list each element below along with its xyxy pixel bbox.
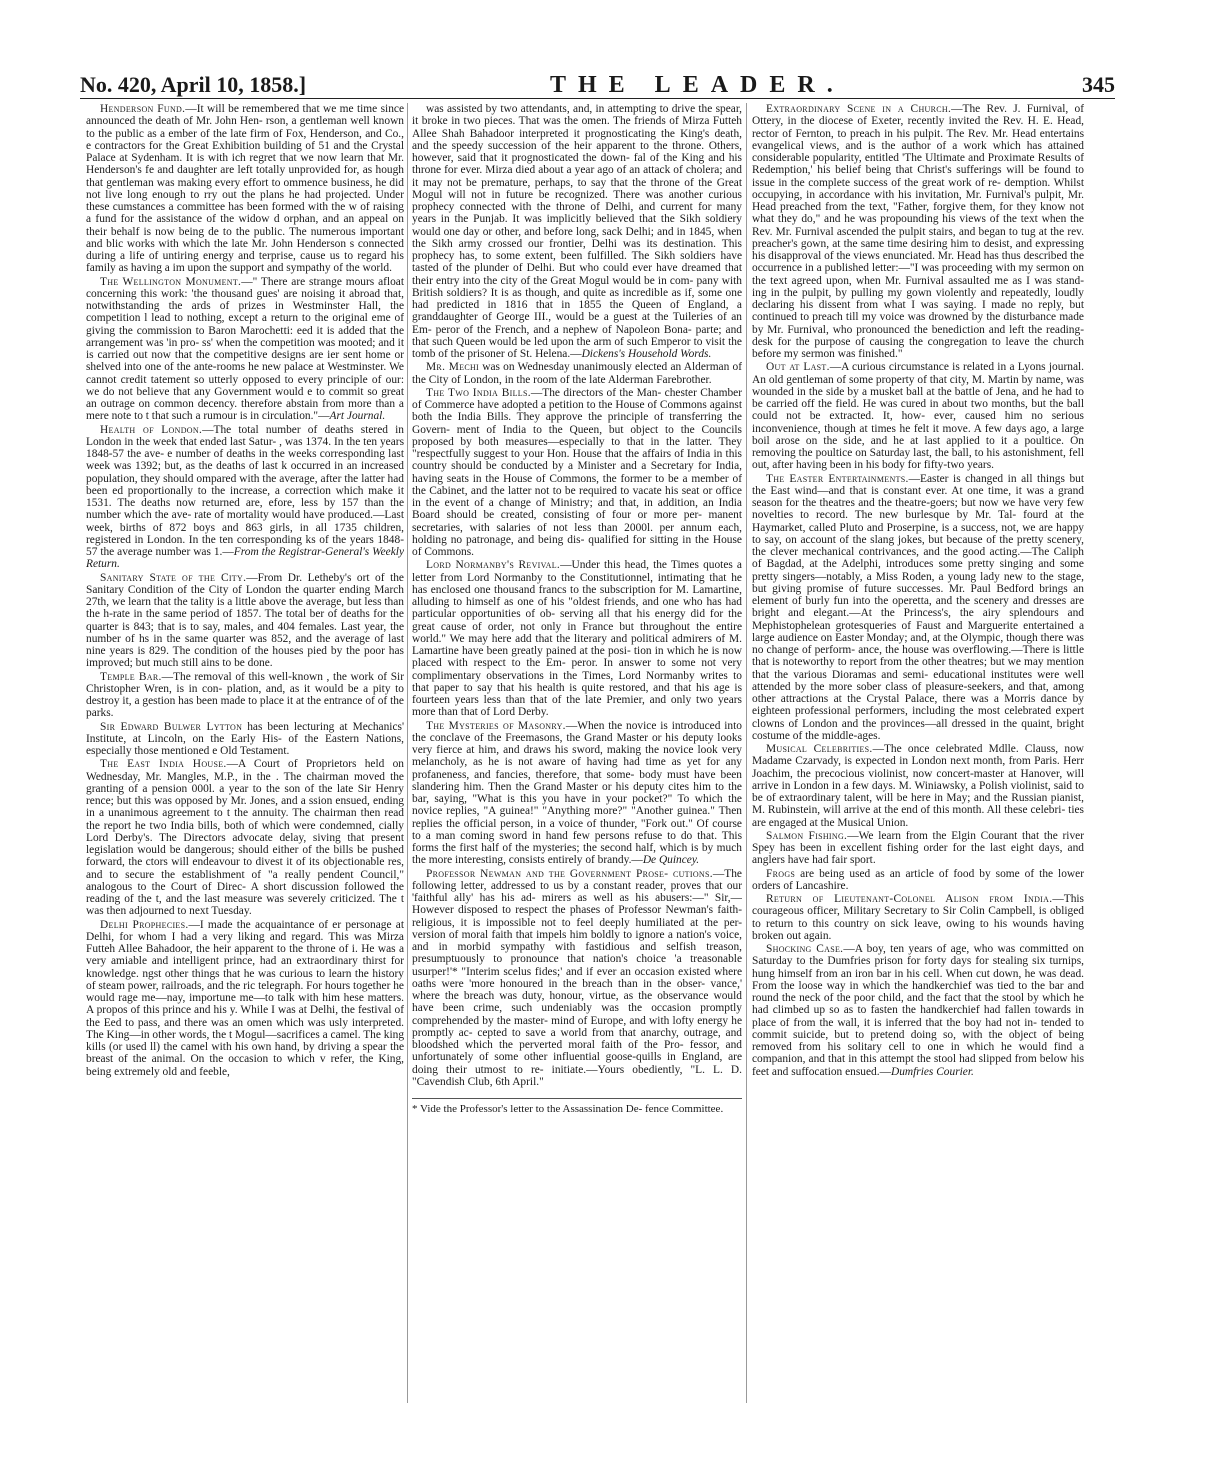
column-1 [86, 103, 404, 1403]
article-heading: Sir Edward Bulwer Lytton [100, 720, 243, 733]
article-text: —The Rev. J. Furnival, of Ottery, in the diocese of Exeter, recently invited the Rev. H. E. Head, rector of Fernton, to preach in his pulpit. The Rev. Mr. Head entertains evangelical views, and is the author of a work which has attained considerable popularity, entitled 'The Ultimate and Proximate Results of Redemption,' his belief being that Christ's sufferings will be found to issue in the complete success of the great work of re- demption. Whilst occupying, in accordance with his invitation, Mr. Furnival's pulpit, Mr. Head preached from the text, "Father, forgive them, for they know not what they do," and he was propounding his views of the text when the Rev. Mr. Furnival ascended the pulpit stairs, and began to tug at the rev. preacher's gown, at the same time desiring him to desist, and expressing his disapproval of the views enunciated. Mr. Head has thus described the occurrence in a published letter:—"I was proceeding with my sermon on the text agreed upon, when Mr. Furnival assaulted me as I was stand- ing in the pulpit, by pulling my gown violently and repeatedly, loudly declaring his dissent from what I was saying. I made no reply, but continued to preach till my voice was drowned by the disturbance made by Mr. Furnival, who pronounced the benediction and left the reading-desk for the purpose of causing the congregation to leave the church before my sermon was finished." [752, 103, 1084, 360]
article-heading: The Easter Entertainments. [766, 472, 909, 485]
column-2 [412, 103, 742, 1403]
issue-line: No. 420, April 10, 1858.] [80, 72, 307, 97]
article-heading: The East India House. [100, 758, 227, 771]
article-paragraph [86, 758, 404, 917]
footnote: * Vide the Professor's letter to the Assassination De- fence Committee. [412, 1098, 742, 1115]
article-paragraph [412, 720, 742, 867]
article-paragraph [86, 721, 404, 758]
article-text: —It will be remembered that we me time since announced the death of Mr. John Hen- rson, a gentleman well known to the public as a ember of the late firm of Fox, Henderson, and Co., e contractors for the Great Exhibition building of 51 and the Crystal Palace at Sydenham. It is with ich regret that we now learn that Mr. Henderson's fe and daughter are left totally unprovided for, as hough that gentleman was making every effort to ommence business, he did not live long enough to rry out the plans he had projected. Under these cumstances a committee has been formed with the w of raising a fund for the assistance of the widow d orphan, and an appeal on their behalf is now being de to the public. The numerous important and blic works with which the late Mr. John Henderson s connected during a life of untiring energy and terprise, cause us to regard his family as having a im upon the support and sympathy of the world. [86, 103, 404, 275]
article-paragraph [752, 473, 1084, 743]
article-source: De Quincey. [642, 854, 700, 867]
article-source: Dickens's Household Words. [581, 348, 712, 360]
column-rule [407, 103, 408, 1403]
article-text: —I made the acquaintance of er personage at Delhi, for whom I had a very liking and regard. This was Mirza Futteh Allee Bahadoor, the heir apparent to the throne of i. He was a very amiable and intelligent prince, had an extraordinary thirst for knowledge. ngst other things that he was curious to learn the history of steam power, railroads, and the ric telegraph. For hours together he would rage me—nay, importune me—to talk with him hese matters. A propos of this prince and his y. While I was at Delhi, the festival of the Eed to pass, and there was an omen which was usly interpreted. The King—in other words, the t Mogul—sacrifices a camel. The king kills (or used ll) the camel with his own hand, by driving a spear the breast of the animal. On the occasion to which v refer, the King, being extremely old and feeble, [86, 918, 404, 1078]
article-text: —Easter is changed in all things but the East wind—and that is constant ever. At one time, it was a grand season for the theatres and the theatre-goers; but now we have very few novelties to record. The new burlesque by Mr. Tal- fourd at the Haymarket, called Pluto and Proserpine, is a success, not, we are happy to say, on account of the slang jokes, but because of the pretty scenery, the clever mechanical contrivances, and the good acting.—The Caliph of Bagdad, at the Adelphi, introduces some pretty singing and some pretty singers—notably, a Miss Roden, a young lady new to the stage, but giving promise of future successes. Mr. Paul Bedford brings an element of burly fun into the operetta, and the scenery and dresses are bright and elegant.—At the Princess's, the airy splendours and Mephistophelean grotesqueries of Faust and Marguerite entertained a large audience on Easter Monday; and, at the Olympic, though there was no change of perform- ance, the house was overflowing.—There is little that is noteworthy to report from the other theatres; but we may mention that the various Dioramas and semi- educational institutes were well attended by the more sober class of pleasure-seekers, and that, among other attractions at the Crystal Palace, there was a Morris dance by eighteen professional performers, including the most celebrated expert clowns of London and the provinces—all dressed in the quaint, bright costume of the middle-ages. [752, 472, 1084, 742]
article-text: —A boy, ten years of age, who was committed on Saturday to the Dumfries prison for forty days for stealing six turnips, hung himself from an iron bar in his cell. When cut down, he was dead. From the loose way in which the handkerchief was tied to the bar and round the neck of the poor child, and the fact that the stool by which he had climbed up so as to fasten the handkerchief had fallen towards in place of from the wall, it is inferred that the boy had not in- tended to commit suicide, but to pretend doing so, with the object of being removed from his solitary cell to one in which he would find a companion, and that in this attempt the stool had slipped from below his feet and suffocation ensued.— [752, 943, 1084, 1078]
article-heading: Lord Normanby's Revival. [426, 559, 561, 572]
article-heading: Temple Bar. [100, 670, 162, 683]
article-text: —The following letter, addressed to us by a constant reader, proves that our 'faithful ally' has his ad- mirers as well as his abusers:—" Sir,—However disposed to respect the phases of Professor Newman's faith-religious, it is impossible not to feel deeply humiliated at the per- version of moral faith that impels him boldly to ignore a nation's voice, and in morbid sympathy with fastidious and selfish treason, presumptuously to pronounce that nation's choice 'a treasonable usurper!'* "Interim scelus fides;' and if ever an occasion existed where oaths were 'more honoured in the breach than in the obser- vance,' where the breach was duty, honour, virtue, as the observance would have been crime, such undeniably was the occasion promptly comprehended by the master- mind of Europe, and with lofty energy he promptly ac- cepted to save a world from that anarchy, outrage, and bloodshed which the perverted moral faith of the Pro- fessor, and unfortunately of some other influential goose-quills in England, are doing their utmost to re- initiate.—Yours obediently, "L. L. D. "Cavendish Club, 6th April." [412, 867, 742, 1088]
article-heading: Professor Newman and the Government Prose- cutions. [426, 867, 713, 880]
article-paragraph [752, 893, 1084, 942]
article-paragraph [86, 919, 404, 1078]
article-text: —" There are strange mours afloat concerning this work: 'the thousand gues' are noising it abroad that, notwithstanding the ards of prizes in Westminster Hall, the competition l lead to nothing, except a return to the original eme of giving the commission to Baron Marochetti: eed it is added that the arrangement was 'in pro- ss' when the competition was mooted; and it is carried out now that the competitive designs are ier sent home or shelved into one of the ante-rooms he new palace at Westminster. We cannot credit tatement so utterly opposed to every principle of our: we do not believe that any Government would e to commit so great an outrage on common decency. therefore abstain from more than a mere note to t that such a rumour is in circulation."— [86, 275, 404, 423]
column-rule [746, 103, 747, 1403]
article-source: Dumfries Courier. [890, 1065, 974, 1078]
article-source: From the Registrar-General's Weekly Return. [86, 546, 404, 571]
article-paragraph [86, 276, 404, 423]
article-text: —A Court of Proprietors held on Wednesday, Mr. Mangles, M.P., in the . The chairman moved the granting of a pension 000l. a year to the son of the late Sir Henry rence; but this was opposed by Mr. Jones, and a ssion ensued, ending in a unanimous agreement to t the annuity. The chairman then read the report he two India bills, both of which were condemned, cially Lord Derby's. The Directors advocate delay, siving that present legislation would be dangerous; should either of the bills be pushed forward, the ctors will endeavour to divest it of its objectionable res, and to secure the establishment of "a really pendent Council," analogous to the Court of Direc- A short discussion followed the reading of the t, and the last measure was severely criticized. The t was then adjourned to next Tuesday. [86, 758, 404, 918]
article-paragraph [86, 671, 404, 720]
article-heading: Return of Lieutenant-Colonel Alison from India. [766, 893, 1053, 905]
newspaper-title: THE LEADER. [550, 72, 845, 98]
article-paragraph [752, 943, 1084, 1078]
article-paragraph [752, 868, 1084, 893]
article-heading: The Mysteries of Masonry. [426, 719, 566, 732]
article-paragraph [86, 103, 404, 275]
article-text: —The directors of the Man- chester Chamber of Commerce have adopted a petition to the House of Commons against both the India Bills. They approve the principle of transferring the Govern- ment of India to the Queen, but object to the Councils proposed by both measures—especially to that in the latter. They "respectfully suggest to your Hon. House that the affairs of India in this country should be conducted by a Minister and a Secretary for India, having seats in the House of Commons, the former to be a member of the Cabinet, and the latter not to be required to vacate his seat or office in the event of a change of Ministry; and that, in addition, an India Board should be created, consisting of four or more per- manent secretaries, with salaries of not less than 2000l. per annum each, holding no patronage, and being dis- qualified for sitting in the House of Commons. [412, 386, 742, 558]
article-heading: The Two India Bills. [426, 386, 531, 399]
article-heading: Out at Last. [766, 361, 830, 374]
article-source: Art Journal. [329, 410, 386, 423]
article-text: was on Wednesday unanimously elected an Alderman of the City of London, in the room of the late Alderman Farebrother. [412, 361, 742, 386]
article-text: —The once celebrated Mdlle. Clauss, now Madame Czarvady, is expected in London next month, from Paris. Herr Joachim, the precocious violinist, now concert-master at Hanover, will arrive in London in a few days. M. Winiawsky, a Polish violinist, said to be of extraordinary talent, will be here in May; and the Russian pianist, M. Rubinstein, will arrive at the end of this month. All these celebri- ties are engaged at the Musical Union. [752, 743, 1084, 829]
article-heading: Salmon Fishing. [766, 829, 848, 842]
article-text: —Under this head, the Times quotes a letter from Lord Normanby to the Constitutionnel, intimating that he has enclosed one thousand francs to the subscription for M. Lamartine, alluding to himself as one of his "oldest friends, and one who has had particular opportunities of ob- serving all that his energy did for the great cause of order, not only in France but throughout the entire world." We may here add that the literary and political admirers of M. Lamartine have been greatly pained at the posi- tion in which he is now placed with respect to the Em- peror. In answer to some not very complimentary observations in the Times, Lord Normanby writes to that paper to say that his health is quite restored, and that his age is fourteen years less than that of the late Premier, and only two years more than that of Lord Derby. [412, 559, 742, 719]
article-paragraph [752, 103, 1084, 360]
article-paragraph [752, 830, 1084, 867]
article-text: are being used as an article of food by some of the lower orders of Lancashire. [752, 867, 1084, 892]
article-heading: Health of London. [100, 423, 203, 436]
article-text: —A curious circumstance is related in a Lyons journal. An old gentleman of some property of that city, M. Martin by name, was wounded in the side by a musket ball at the battle of Jena, and he had to be carried off the field. He was cured in about two months, but the ball could not be extracted. It, how- ever, caused him no serious inconvenience, though at times he felt it move. A few days ago, a large boil arose on the side, and he at last applied to it a poultice. On removing the poultice on Saturday last, the ball, to his astonishment, fell out, after having been in his body for fifty-two years. [752, 361, 1084, 472]
article-heading: Sanitary State of the City. [100, 571, 247, 584]
article-paragraph [412, 103, 742, 360]
article-paragraph [86, 424, 404, 571]
article-paragraph [752, 743, 1084, 829]
article-heading: Delhi Prophecies. [100, 918, 189, 931]
article-text: —This courageous officer, Military Secretary to Sir Colin Campbell, is obliged to return to this country on sick leave, owing to his wounds having broken out again. [752, 893, 1084, 942]
article-paragraph [412, 559, 742, 718]
article-heading: Frogs [766, 867, 796, 880]
article-text: has been lecturing at Mechanics' Institute, at Lincoln, on the Early His- of the Eastern Nations, especially those mentioned e Old Testament. [86, 720, 404, 757]
article-heading: Henderson Fund. [100, 103, 186, 115]
article-heading: Musical Celebrities. [766, 743, 873, 755]
column-3 [752, 103, 1084, 1403]
masthead [80, 72, 1115, 99]
article-paragraph [412, 361, 742, 386]
page-number: 345 [1082, 72, 1115, 97]
article-text: —The removal of this well-known , the work of Sir Christopher Wren, is in con- plation, and, as it would be a pity to destroy it, a gestion has been made to place it at the entrance of of the parks. [86, 670, 404, 720]
article-paragraph [752, 361, 1084, 471]
article-text: —When the novice is introduced into the conclave of the Freemasons, the Grand Master or his deputy looks very fierce at him, and draws his sword, making the novice look very melancholy, as he is not aware of having had time as yet for any profaneness, and fancies, therefore, that some- body must have been slandering him. Then the Grand Master or his deputy cites him to the bar, saying, "What is this you have in your pocket?" To which the novice replies, "A guinea!" "Anything more?" "Another guinea." Then replies the official person, in a voice of thunder, "Fork out." Of course to a man coming sword in hand few persons refuse to do that. This forms the first half of the mysteries; the second half, which is by much the more interesting, consists entirely of brandy.— [412, 719, 742, 867]
article-heading: Shocking Case. [766, 943, 844, 955]
article-paragraph [412, 387, 742, 559]
article-paragraph [412, 868, 742, 1089]
article-text: —From Dr. Letheby's ort of the Sanitary Condition of the City of London the quarter ending March 27th, we learn that the tality is a little above the average, but less than the h-rate in the same period of 1857. The total ber of deaths for the quarter is 843; that is to say, males, and 404 females. Last year, the number of hs in the same quarter was 852, and the average of last nine years is 829. The condition of the houses pied by the poor has improved; but much still ains to be done. [86, 571, 404, 670]
article-text: —The total number of deaths stered in London in the week that ended last Satur- , was 1374. In the ten years 1848-57 the ave- e number of deaths in the weeks corresponding last week was 1392; but, as the deaths of last k occurred in an increased population, they should ompared with the average, after the latter had been ed proportionally to the increase, a correction which make it 1531. The deaths now returned are, efore, less by 157 than the number which the ave- rate of mortality would have produced.—Last week, births of 872 boys and 863 girls, in all 1735 children, registered in London. In the ten corresponding ks of the years 1848-57 the average number was 1.— [86, 423, 404, 558]
article-paragraph [86, 572, 404, 670]
article-heading: The Wellington Monument. [100, 275, 242, 288]
article-heading: Mr. Mechi [426, 361, 480, 374]
article-text: —We learn from the Elgin Courant that the river Spey has been in excellent fishing order for the last eight days, and anglers have had fair sport. [752, 829, 1084, 867]
article-text: was assisted by two attendants, and, in attempting to drive the spear, it broke in two pieces. That was the omen. The friends of Mirza Futteh Allee Shah Bahadoor interpreted it prognosticating the King's death, and the speedy succession of the heir apparent to the throne. Others, however, said that it prognosticated the down- fal of the King and his throne for ever. Mirza died about a year ago of an attack of cholera; and it may not be premature, perhaps, to say that the throne of the Great Mogul will not in future be recognized. There was another curious prophecy connected with the throne of Delhi, and current for many years in the Punjab. It was implicitly believed that the Sikh soldiery would one day or other, and before long, sack Delhi; and in 1845, when the Sikh army crossed our frontier, Delhi was its destination. This prophecy has, to some extent, been fulfilled. The Sikh soldiers have tasted of the plunder of Delhi. But who could ever have dreamed that their entry into the city of the Great Mogul would be in com- pany with British soldiers? It is as though, and quite as incredible as if, some one had predicted in 1816 that in 1855 the Queen of England, a granddaughter of George III., would be a guest at the Tuileries of an Em- peror of the French, and a nephew of Napoleon Bona- parte; and that such Queen would be led upon the arm of such Emperor to visit the tomb of the prisoner of St. Helena.— [412, 103, 742, 360]
article-heading: Extraordinary Scene in a Church. [766, 103, 952, 115]
